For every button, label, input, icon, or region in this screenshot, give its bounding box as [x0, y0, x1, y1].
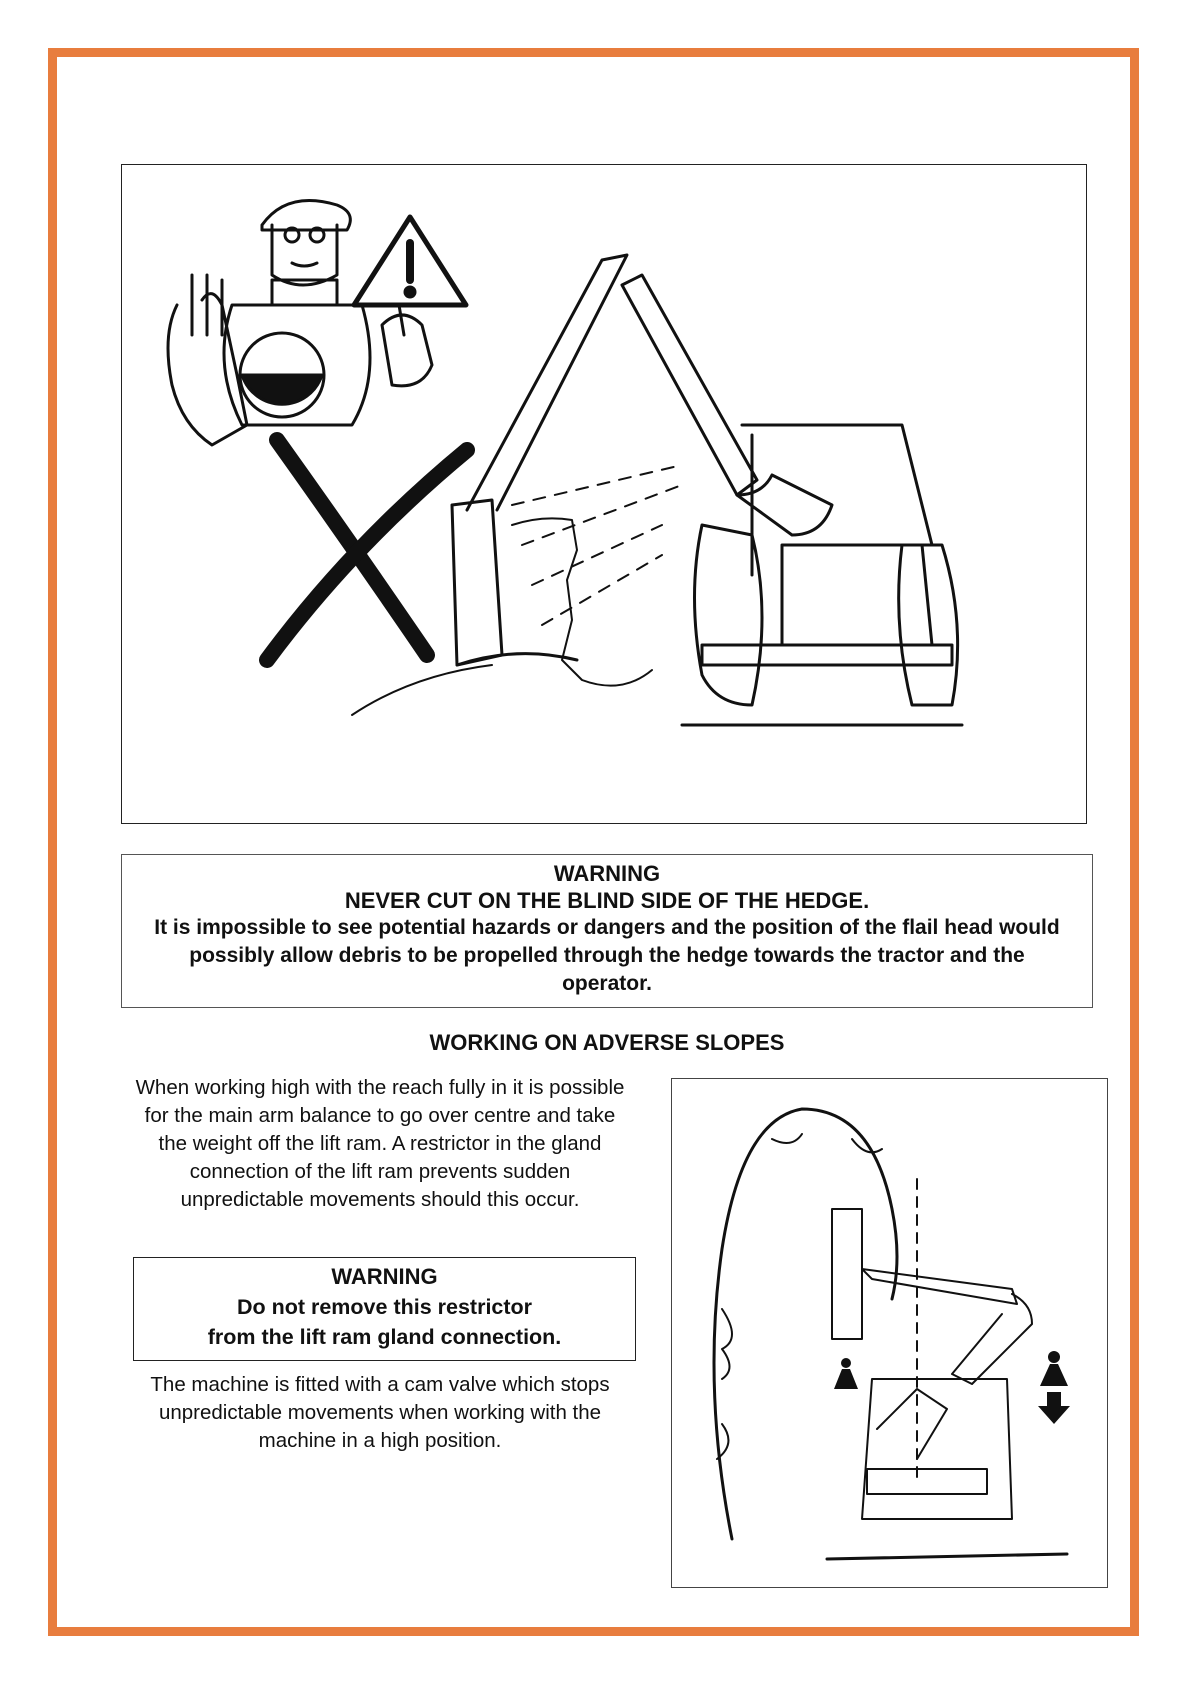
- restrictor-warning-line-2: from the lift ram gland connection.: [207, 1325, 562, 1349]
- section-title: WORKING ON ADVERSE SLOPES: [429, 1030, 785, 1055]
- slopes-paragraph-2: The machine is fitted with a cam valve which stops unpredictable movements when working with the machine in a high position.: [150, 1373, 610, 1452]
- warning-body: It is impossible to see potential hazards or dangers and the position of the flail head would possibly allow debris to be propelled through the hedge towards the tractor and the operator.: [154, 916, 1060, 995]
- restrictor-warning-line-1: Do not remove this restrictor: [236, 1295, 533, 1319]
- prohibition-cross-icon: [267, 440, 467, 660]
- down-arrow-icon: [1038, 1392, 1070, 1424]
- warning-triangle-icon: [354, 217, 466, 305]
- blind-side-warning-box: [121, 854, 1093, 1008]
- weight-icon: [834, 1358, 858, 1389]
- illustration-high-reach-machine: [671, 1078, 1108, 1588]
- slopes-paragraph-1: When working high with the reach fully in it is possible for the main arm balance to go over centre and take the weight off the lift ram. A restrictor in the gland connection of the lift ram prevents sudden unpredictable movements should this occur.: [135, 1076, 625, 1211]
- restrictor-warning-title: WARNING: [331, 1264, 438, 1289]
- weight-icon: [1040, 1351, 1068, 1386]
- blind-side-drawing: [122, 165, 1085, 822]
- warning-title: WARNING: [553, 861, 661, 886]
- warning-headline: NEVER CUT ON THE BLIND SIDE OF THE HEDGE.: [344, 888, 870, 913]
- illustration-blind-side-cutting: [121, 164, 1087, 824]
- restrictor-warning-box: [133, 1257, 636, 1361]
- high-reach-drawing: [672, 1079, 1106, 1586]
- mascot-figure: [168, 201, 432, 446]
